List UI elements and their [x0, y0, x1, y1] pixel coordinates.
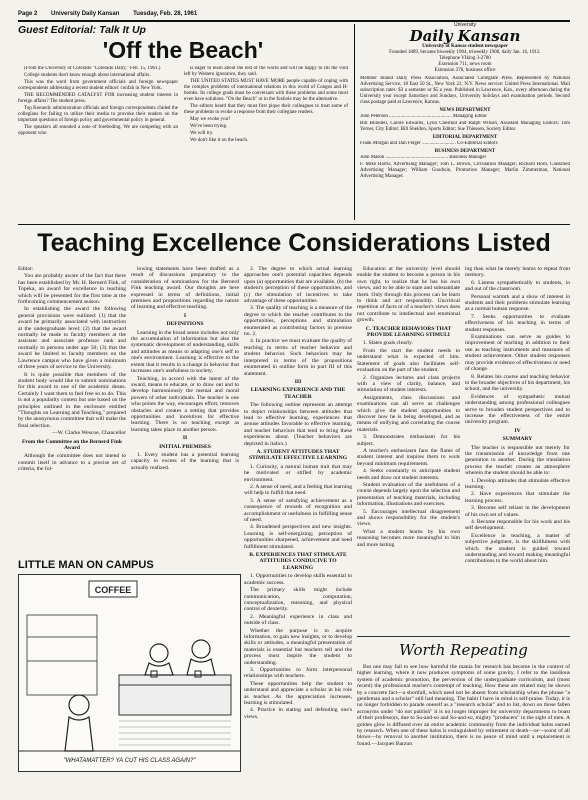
masthead-subtitle: University of Kansas student newspaper	[422, 44, 508, 49]
outline-paragraph: ing than what he merely learns to repeat from memory.	[465, 266, 570, 279]
outline-item: 3. Opportunities to form interpersonal relationships with teachers.	[244, 666, 352, 680]
outline-item: What a student learns by his own reasoning becomes more meaningful to him and more lasting	[357, 528, 460, 548]
outline-item: 2. Organizes lectures and class projects with a view of clarity, balance, and stimulation of student interests.	[357, 374, 460, 394]
statement-paragraph: lowing statements have been drafted as a result of discussions preparatory to the consideration of nominations for the Bernerd Fink teaching award. Our thoughts are here expressed in terms of definitions, initial premises and propositions regarding the nature of learning and effective teaching.	[131, 266, 239, 311]
guest-paragraph: Top Kennedy administration officials and foreign correspondents chided the collegians for failing to utilize their media to provoke their readers on the important questions of foreign policy and governmental policy in general.	[18, 106, 178, 123]
section-title: INITIAL PREMISES	[159, 443, 211, 450]
masthead-founded: Founded 1889, became biweekly 1904, triweekly 1908, daily Jan. 16, 1912.	[389, 50, 541, 55]
worth-repeating-body: But one may fail to see how harmful the mania for research has become in the context of higher learning, where it now produces symptoms of some gravity. I refer to the insidious system of academic promotion, the perversion of the undergraduate curriculum, and (most recent) the professional teacher's contempt of teaching. How these are related may be shown by a concrete fact—a shortfall, which need not be absent from scholarship when the phrase "a gentleman and a scholar" still had meaning. The habit I have in mind is self-praise. Today, it is no longer forbidden to parade oneself as a "research scholar" and to list, down on those fallen acronyms under "do not publish" it is no longer improper for university departments to boast of their professors, due to So-and-so and So-and-so, mighty "producers" in the sight of men. A golden glow is diffused over an entire academic community from the individual halos earned by research. When one of these halos is extinguished by retirement or death—or—worst of all blows—by removal to another institution, there is no peace of mind until a replacement is found.—Jacques Barzun	[357, 664, 570, 747]
outline-item: 6. Listens sympathetically to students, in and out of the classroom.	[465, 279, 570, 293]
guest-paragraph: We will try.	[190, 131, 214, 136]
summary-item: 3. Become self reliant in the development of his own set of values.	[465, 505, 570, 518]
staff-line: John Peterson .................................................. Managing Editor	[360, 114, 487, 119]
summary-item: 4. Become responsible for his work and his self development.	[465, 519, 570, 532]
guest-paragraph: THE UNITED STATES MUST HAVE MORE people capable of coping with the complex problems of international relations in this world of Congos and H-bombs. Its college grads must be conversant with these problems and some must even have solutions. "On the Beach" or in the foxhole may be the alternative.	[184, 79, 348, 102]
summary-paragraph: Excellence in teaching, a matter of subjective judgment, is the skillfulness with which the student is guided toward understanding and toward making meaningful contributions to the world about him.	[465, 532, 570, 565]
section-title: LEARNING EXPERIENCE AND THE TEACHER	[250, 387, 346, 400]
outline-item: Evidences of sympathetic mutual understanding among professional colleagues serve to broaden student perspectives and to increase the effectiveness of the entire university program.	[465, 393, 570, 426]
masthead-extension: Extension 376, business office	[434, 68, 496, 73]
outline-item: The primary skills might include communication, computation, conceptualization, reasoning, and physical control of dexterity.	[244, 587, 352, 613]
issue-date: Tuesday, Feb. 28, 1961	[133, 11, 198, 17]
masthead-block	[360, 22, 570, 181]
outline-paragraph: The following outline represents an attempt to depict relationships between attitudes that lead to effective learning, experiences that arouse attitudes favorable to effective learning, and teacher behaviors that tend to bring these experiences about. (Teacher behaviors are depicted in italics.)	[244, 402, 352, 447]
outline-item: 7. Seeks opportunities to evaluate effectiveness of his teaching in terms of student responses.	[465, 313, 570, 333]
guest-editorial-label: Guest Editorial: Talk It Up	[18, 24, 146, 36]
premise-paragraph: 3. The quality of teaching is a measure of the degree to which the teacher contributes to the opportunities, perceptions and stimulation enumerated as contributing factors in premise no. 2.	[244, 305, 352, 338]
summary-item: 2. Have experiences that stimulate the learning process.	[465, 491, 570, 504]
paper-name: University Daily Kansan	[51, 11, 120, 17]
cartoon-panel	[18, 574, 241, 772]
guest-paragraph: The speakers all sounded a note of foreboding. We are competing with an opponent who	[18, 125, 178, 136]
outline-item: 2. Meaningful experience in class and outside of class.	[244, 613, 352, 627]
section-numeral: IV	[514, 427, 521, 434]
masthead-small: University	[454, 22, 476, 28]
guest-paragraph: (From the University of Colorado "Colorado Daily," Feb. 15, 1961.)	[24, 66, 161, 71]
outline-item: 5. Encourages intellectual disagreement and shows responsibility for the student's views.	[357, 508, 460, 528]
page-number: Page 2	[18, 11, 38, 17]
outline-item: Assignments, class discussions and examinations can all serve as challenges which give the student opportunities to discover how he is being developed, and as means of unifying and correlating the course materials.	[357, 394, 460, 433]
outline-item: 1. States goals clearly.	[363, 340, 413, 347]
outline-item: 8. Relates his course and teaching behavior to the broader objectives of his department, his school, and the university.	[465, 373, 570, 393]
guest-paragraph: This was the word from government officials and foreign newspaper correspondents addressing a recent student editors' confab in New York.	[18, 80, 178, 91]
guest-paragraph: We've been trying.	[190, 124, 228, 129]
summary-paragraph: The teacher is responsible not merely for the transmission of knowledge from one generation to another. During the translation process the teacher creates an atmosphere wherein the student should be able to:	[465, 444, 570, 477]
staff-line: Bill Blundell, Carole Edwards, Lynn Chestnut and Ralph Wilson, Assistant Managing Editors; Tom Yerner, City Editor; Bill Sheldon, Sports Editor; Sue Thiessen, Society Editor.	[360, 121, 570, 132]
outline-item: 3. Demonstrates enthusiasm for his subject.	[357, 434, 460, 447]
guest-paragraph: May we evoke you?	[190, 117, 231, 122]
premise-paragraph: 2. The degree to which actual learning approaches one's potential capacities depends upon (a) opportunities that are available, (b) the student's perception of these opportunities, and (c) the stimulation of incentives to take advantage of these opportunities.	[244, 266, 352, 305]
section-numeral: II	[182, 435, 188, 442]
business-department-head: BUSINESS DEPARTMENT	[434, 149, 496, 154]
cartoon-caption: "WHATAMATTER? YA CUT HIS CLASS AGAIN?"	[63, 758, 196, 764]
outline-item: 4. Practice in stating and defending one's views.	[244, 707, 352, 720]
guest-paragraph: is eager to learn about the rest of the world and will be happy to fill the void left by Western ignorance, they said.	[184, 66, 348, 77]
subsection-title: C. TEACHER BEHAVIORS THAT PROVIDE LEARNING STIMULI	[365, 325, 452, 339]
letter-paragraph: You are probably aware of the fact that there has been established by Mr. H. Bernerd Fink, of Topeka, an award for excellence in teaching which will be presented for the first time at the forthcoming commencement season.	[18, 273, 126, 306]
committee-heading: From the Committee on the Bernerd Fink Award	[22, 438, 122, 451]
guest-paragraph: The editors heard that they must first pique their colleagues to treat some of these problems to evoke a response from their collegiate readers.	[184, 104, 348, 115]
teaching-column-1	[18, 266, 126, 554]
outline-item: 4. Broadened perspectives and new insights. Learning is self-energizing; perception of opportunities sharpened, achievement and need fulfillment stimulated.	[244, 524, 352, 550]
letter-paragraph: Editor:	[18, 266, 34, 272]
editorial-department-head: EDITORIAL DEPARTMENT	[432, 135, 498, 140]
subsection-title: B. EXPERIENCES THAT STIMULATE ATTITUDES CONDUCIVE TO LEARNING	[249, 552, 347, 571]
teaching-column-5	[465, 266, 570, 632]
page-header	[18, 9, 570, 19]
definition-paragraph: Learning in the broad sense includes not only the accumulation of information but also the systematic development of understanding, skills and attitudes as means to adapting one's self to one's environment. Learning is effective to the extent that it results in a change in behavior that increases one's usefulness to society.	[131, 329, 239, 375]
outline-item: Personal warmth and a show of interest in students and their problems stimulate learning as a normal human response.	[465, 293, 570, 313]
outline-item: From the start the student needs to understand what is expected of him. Statement of goals also facilitates self-evaluation on the part of the student.	[357, 347, 460, 374]
guest-editorial-headline: 'Off the Beach'	[102, 37, 264, 63]
staff-line: Frank Morgan and Dan Felger ........................... Co-Editorial Editors	[360, 141, 498, 146]
masthead-info: Member Inland Daily Press Association, Associated Collegiate Press. Represented by National Advertising Service, 18 East 50 St., New York 22, N.Y. News service: United Press International. Mail subscription rates: $3 a semester or $5 a year. Published in Lawrence, Kan., every afternoon during the University year except Saturdays and Sundays, University holidays and examination periods. Second class postage paid at Lawrence, Kansas.	[360, 76, 570, 105]
definition-paragraph: Teaching, in accord with the intent of the award, means to educate, or to draw out and to develop harmoniously the mental and moral powers of other individuals. The teacher is one who points the way, encourages effort, removes obstacles and creates a setting that provides opportunities and incentives for effective learning. There is no teaching except as learning takes place in another person.	[131, 375, 239, 433]
staff-line: John Mason .................................................. Business Manager	[360, 155, 487, 160]
outline-item: These opportunities help the student to understand and appreciate a scholar in his role as teacher. As the appreciation increases, learning is stimulated.	[244, 680, 352, 706]
outline-item: Student evaluation of the usefulness of a course depends largely upon the selection and presentation of teaching materials, including information, illustrations and exercises.	[357, 482, 460, 508]
masthead-extension: Extension 711, news room	[438, 62, 492, 67]
section-numeral: III	[294, 378, 302, 385]
guest-paragraph: We don't like it on the beach.	[190, 138, 249, 143]
masthead-title: Daily Kansan	[409, 27, 521, 45]
cartoon-title: LITTLE MAN ON CAMPUS	[18, 559, 154, 571]
guest-paragraph: College students don't know enough about international affairs.	[24, 73, 151, 78]
summary-item: 1. Develop attitudes that stimulate effective learning.	[465, 477, 570, 490]
staff-line: F. Mike Harris, Advertising Manager; Tom L. Brown, Circulation Manager; Richard Horn, Classified Advertising Manager; William Goodwin, Promotion Manager; Marlin Zimmerman, National Advertising Manager.	[360, 162, 570, 179]
outline-item: 1. Curiosity, a natural human trait that may be motivated or stifled by academic environment.	[244, 463, 352, 483]
teaching-headline: Teaching Excellence Considerations Listed	[37, 229, 551, 257]
premise-paragraph: 4. In practice we must evaluate the quality of teaching in terms of teacher behavior and student behavior. Such behaviors may be interpreted in terms of the propositions enumerated in outline form in part III of this statement.	[244, 338, 352, 377]
worth-repeating-title: Worth Repeating	[399, 641, 528, 659]
teaching-column-4	[357, 266, 460, 632]
cartoon-sign-text: COFFEE	[94, 585, 132, 595]
letter-signature: —W. Clarke Wescoe, Chancellor	[52, 430, 126, 437]
section-title: SUMMARY	[502, 436, 533, 443]
guest-paragraph: THE RECOMMENDED CATALYST FOR increasing student interest in foreign affairs? The student press.	[18, 93, 178, 104]
teaching-column-3	[244, 266, 352, 770]
section-title: DEFINITIONS	[166, 321, 204, 328]
outline-item: 4. Seeks constantly to anticipate student needs and draw out student interests.	[357, 468, 460, 481]
outline-item: 1. Opportunities to develop skills essential to academic success.	[244, 573, 352, 586]
outline-paragraph: Education at the university level should enable the student to become a person in his own right, to realize that he has his own views, and to be able to state and substantiate them. Only through this process can he learn to think and act responsibly. Uncritical repetition of facts or of a teacher's views does not contribute to intellectual and emotional growth.	[357, 266, 460, 324]
letter-paragraph: It is quite possible that members of the student body would like to submit nominations for this award to one of the academic deans. Certainly I want them to feel free so to do. This is not a popularity contest but one based on the principles outlined in the enclosure entitled "Thoughts on Learning and Teaching," prepared by the anonymous committee that will make the final selection.	[18, 371, 126, 429]
masthead-phone: Telephone VIking 3-2700	[439, 56, 491, 61]
column-divider	[354, 24, 355, 220]
section-rule	[357, 636, 570, 637]
section-numeral: I	[183, 312, 187, 319]
outline-item: Whether the purpose is to acquire information, to gain new insights, or to develop skills or attitudes, a meaningful presentation of materials is essential but teachers tell and the process must inspire the student to understanding.	[244, 627, 352, 666]
cartoon-drawing	[19, 575, 240, 771]
outline-item: Examinations can serve as guides to improvement of teaching in addition to their use as teaching instruments and measures of student achievement. Other student responses may provide evidence of effectiveness or need of change.	[465, 334, 570, 373]
subsection-title: A. STUDENT ATTITUDES THAT STIMULATE EFFECTIVE LEARNING	[248, 448, 348, 462]
news-department-head: NEWS DEPARTMENT	[439, 108, 491, 113]
outline-item: A teacher's enthusiasm fans the flame of student interest and inspires them to work beyond minimum requirements.	[357, 447, 460, 467]
letter-paragraph: In establishing the award the following general provisions were outlined: (1) that the award be primarily associated with instruction at the undergraduate level; (2) that the award normally be made to faculty members at the assistant and associate professor rank and normally to persons under age 50; (3) that the award be limited to faculty members on the Lawrence campus who have given a minimum of three years of service to the University.	[18, 306, 126, 371]
outline-item: 3. A sense of satisfying achievement as a consequence of rewards of recognition and accomplishment or usefulness in fulfilling sense of need.	[244, 497, 352, 524]
teaching-column-2	[131, 266, 239, 554]
outline-item: 2. A sense of need, and a feeling that learning will help to fulfill that need.	[244, 484, 352, 497]
section-rule	[18, 224, 570, 225]
premise-paragraph: 1. Every student has a potential learning capacity in excess of the learning that is actually realized.	[131, 451, 239, 471]
committee-paragraph: Although the committee does not intend to commit itself in advance to a precise set of criteria, the fol-	[18, 453, 126, 473]
